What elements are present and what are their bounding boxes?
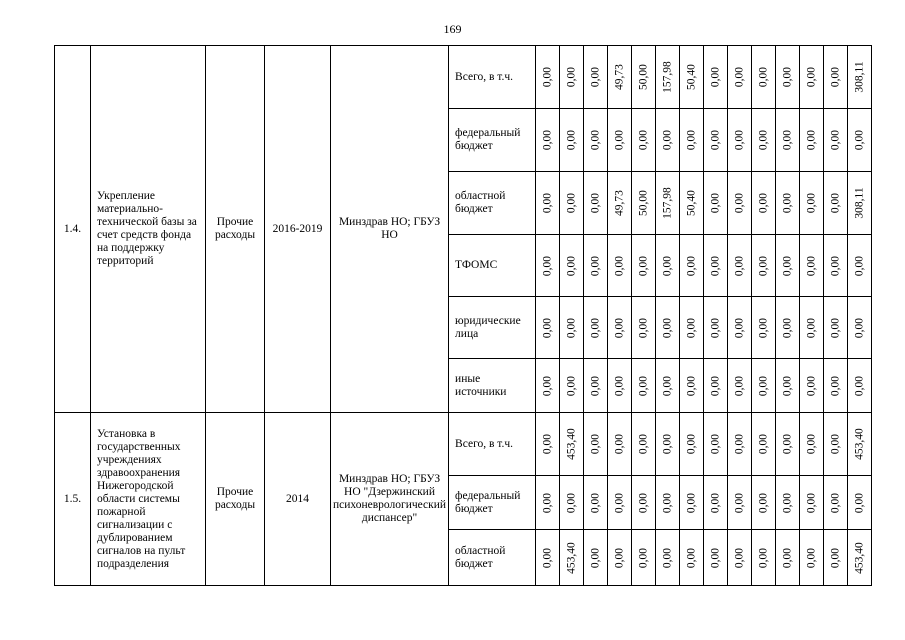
amount-value: 0,00 bbox=[565, 192, 578, 214]
amount-value: 0,00 bbox=[613, 375, 626, 396]
amount-cell bbox=[536, 297, 560, 359]
amount-cell bbox=[704, 46, 728, 109]
amount-value: 157,98 bbox=[661, 187, 674, 219]
funding-source: областной бюджет bbox=[449, 172, 536, 235]
amount-value: 0,00 bbox=[781, 255, 794, 276]
amount-cell bbox=[608, 235, 632, 297]
amount-cell bbox=[824, 530, 848, 586]
amount-value: 0,00 bbox=[589, 66, 602, 88]
amount-cell bbox=[848, 46, 872, 109]
amount-value: 0,00 bbox=[853, 375, 866, 396]
amount-cell bbox=[536, 359, 560, 413]
amount-cell bbox=[800, 235, 824, 297]
amount-value: 0,00 bbox=[805, 375, 818, 396]
item-number: 1.5. bbox=[55, 413, 91, 586]
amount-cell bbox=[776, 530, 800, 586]
amount-cell bbox=[704, 235, 728, 297]
amount-cell bbox=[824, 235, 848, 297]
amount-cell bbox=[824, 297, 848, 359]
amount-cell bbox=[584, 46, 608, 109]
amount-cell bbox=[752, 46, 776, 109]
amount-cell bbox=[656, 46, 680, 109]
amount-value: 50,40 bbox=[685, 190, 698, 216]
amount-cell bbox=[632, 235, 656, 297]
amount-value: 0,00 bbox=[709, 547, 722, 568]
funding-source: федеральный бюджет bbox=[449, 476, 536, 530]
amount-cell bbox=[656, 235, 680, 297]
amount-cell bbox=[848, 413, 872, 476]
amount-value: 0,00 bbox=[565, 66, 578, 88]
amount-value: 0,00 bbox=[589, 492, 602, 513]
amount-cell bbox=[584, 172, 608, 235]
amount-value: 0,00 bbox=[613, 547, 626, 568]
amount-cell bbox=[656, 109, 680, 172]
amount-value: 0,00 bbox=[541, 317, 554, 338]
amount-cell bbox=[752, 530, 776, 586]
amount-value: 0,00 bbox=[829, 375, 842, 396]
amount-value: 0,00 bbox=[781, 129, 794, 151]
amount-value: 0,00 bbox=[829, 433, 842, 455]
expense-type: Прочие расходы bbox=[206, 413, 265, 586]
amount-value: 0,00 bbox=[709, 129, 722, 151]
amount-cell bbox=[608, 359, 632, 413]
amount-cell bbox=[800, 359, 824, 413]
amount-value: 0,00 bbox=[829, 547, 842, 568]
amount-cell bbox=[536, 413, 560, 476]
amount-cell bbox=[704, 172, 728, 235]
amount-value: 0,00 bbox=[589, 375, 602, 396]
amount-value: 0,00 bbox=[685, 255, 698, 276]
amount-value: 49,73 bbox=[613, 190, 626, 216]
amount-value: 0,00 bbox=[733, 66, 746, 88]
amount-value: 0,00 bbox=[853, 129, 866, 151]
amount-cell bbox=[824, 109, 848, 172]
amount-cell bbox=[584, 530, 608, 586]
amount-value: 0,00 bbox=[805, 66, 818, 88]
amount-value: 0,00 bbox=[661, 317, 674, 338]
amount-value: 0,00 bbox=[733, 375, 746, 396]
amount-cell bbox=[728, 530, 752, 586]
amount-value: 0,00 bbox=[637, 547, 650, 568]
amount-cell bbox=[728, 172, 752, 235]
amount-value: 453,40 bbox=[565, 428, 578, 460]
amount-cell bbox=[824, 359, 848, 413]
amount-value: 0,00 bbox=[637, 255, 650, 276]
amount-cell bbox=[728, 476, 752, 530]
amount-value: 0,00 bbox=[757, 129, 770, 151]
amount-value: 0,00 bbox=[829, 192, 842, 214]
amount-cell bbox=[560, 109, 584, 172]
amount-value: 0,00 bbox=[853, 317, 866, 338]
amount-value: 0,00 bbox=[805, 492, 818, 513]
amount-cell bbox=[584, 297, 608, 359]
amount-value: 0,00 bbox=[829, 129, 842, 151]
amount-value: 0,00 bbox=[565, 129, 578, 151]
amount-value: 0,00 bbox=[805, 433, 818, 455]
amount-cell bbox=[536, 46, 560, 109]
amount-value: 0,00 bbox=[589, 547, 602, 568]
amount-value: 0,00 bbox=[781, 192, 794, 214]
amount-cell bbox=[680, 235, 704, 297]
amount-cell bbox=[560, 235, 584, 297]
amount-value: 0,00 bbox=[733, 547, 746, 568]
amount-cell bbox=[680, 297, 704, 359]
amount-value: 0,00 bbox=[541, 255, 554, 276]
amount-value: 50,40 bbox=[685, 64, 698, 90]
amount-value: 0,00 bbox=[637, 433, 650, 455]
amount-value: 0,00 bbox=[757, 317, 770, 338]
amount-cell bbox=[752, 476, 776, 530]
amount-value: 0,00 bbox=[661, 375, 674, 396]
amount-value: 157,98 bbox=[661, 61, 674, 93]
amount-value: 0,00 bbox=[829, 492, 842, 513]
amount-cell bbox=[680, 413, 704, 476]
amount-cell bbox=[704, 530, 728, 586]
item-number: 1.4. bbox=[55, 46, 91, 413]
amount-value: 0,00 bbox=[541, 492, 554, 513]
amount-cell bbox=[824, 476, 848, 530]
amount-value: 0,00 bbox=[781, 375, 794, 396]
amount-value: 0,00 bbox=[709, 317, 722, 338]
funding-source: ТФОМС bbox=[449, 235, 536, 297]
amount-value: 0,00 bbox=[829, 317, 842, 338]
amount-value: 0,00 bbox=[781, 492, 794, 513]
amount-value: 0,00 bbox=[781, 317, 794, 338]
amount-value: 0,00 bbox=[565, 317, 578, 338]
amount-cell bbox=[776, 297, 800, 359]
amount-cell bbox=[728, 359, 752, 413]
amount-value: 0,00 bbox=[589, 192, 602, 214]
amount-cell bbox=[656, 413, 680, 476]
funding-source: юридические лица bbox=[449, 297, 536, 359]
amount-value: 0,00 bbox=[637, 492, 650, 513]
amount-cell bbox=[680, 109, 704, 172]
amount-cell bbox=[608, 109, 632, 172]
amount-value: 0,00 bbox=[661, 255, 674, 276]
amount-value: 453,40 bbox=[853, 541, 866, 574]
amount-cell bbox=[608, 46, 632, 109]
amount-cell bbox=[800, 476, 824, 530]
funding-source: Всего, в т.ч. bbox=[449, 46, 536, 109]
amount-cell bbox=[776, 46, 800, 109]
amount-cell bbox=[800, 172, 824, 235]
amount-value: 0,00 bbox=[541, 129, 554, 151]
item-years: 2016-2019 bbox=[265, 46, 331, 413]
amount-cell bbox=[728, 235, 752, 297]
amount-value: 0,00 bbox=[541, 433, 554, 455]
table-row bbox=[55, 46, 872, 109]
amount-cell bbox=[632, 172, 656, 235]
amount-value: 0,00 bbox=[637, 129, 650, 151]
amount-value: 0,00 bbox=[733, 433, 746, 455]
amount-cell bbox=[608, 172, 632, 235]
amount-cell bbox=[536, 235, 560, 297]
amount-value: 0,00 bbox=[565, 492, 578, 513]
amount-cell bbox=[536, 476, 560, 530]
amount-cell bbox=[584, 109, 608, 172]
amount-value: 0,00 bbox=[685, 492, 698, 513]
amount-value: 0,00 bbox=[661, 129, 674, 151]
amount-cell bbox=[752, 109, 776, 172]
funding-source: иные источники bbox=[449, 359, 536, 413]
amount-cell bbox=[632, 530, 656, 586]
amount-cell bbox=[560, 530, 584, 586]
amount-value: 0,00 bbox=[709, 66, 722, 88]
amount-value: 0,00 bbox=[709, 192, 722, 214]
amount-value: 0,00 bbox=[709, 255, 722, 276]
amount-cell bbox=[824, 46, 848, 109]
amount-cell bbox=[728, 46, 752, 109]
amount-value: 0,00 bbox=[613, 255, 626, 276]
amount-value: 0,00 bbox=[613, 433, 626, 455]
amount-value: 0,00 bbox=[733, 255, 746, 276]
amount-cell bbox=[560, 172, 584, 235]
amount-value: 0,00 bbox=[781, 66, 794, 88]
amount-value: 0,00 bbox=[685, 375, 698, 396]
amount-cell bbox=[632, 109, 656, 172]
amount-value: 0,00 bbox=[589, 433, 602, 455]
amount-value: 49,73 bbox=[613, 64, 626, 90]
amount-value: 0,00 bbox=[637, 317, 650, 338]
amount-value: 0,00 bbox=[829, 255, 842, 276]
amount-value: 0,00 bbox=[685, 433, 698, 455]
amount-cell bbox=[704, 109, 728, 172]
amount-cell bbox=[536, 109, 560, 172]
amount-value: 0,00 bbox=[733, 129, 746, 151]
amount-cell bbox=[656, 530, 680, 586]
amount-cell bbox=[848, 109, 872, 172]
amount-cell bbox=[848, 476, 872, 530]
item-years: 2014 bbox=[265, 413, 331, 586]
amount-value: 0,00 bbox=[757, 492, 770, 513]
executor: Минздрав НО; ГБУЗ НО "Дзержинский психоневрологический диспансер" bbox=[331, 413, 449, 586]
amount-cell bbox=[656, 476, 680, 530]
amount-value: 0,00 bbox=[805, 317, 818, 338]
amount-value: 0,00 bbox=[661, 492, 674, 513]
funding-source: Всего, в т.ч. bbox=[449, 413, 536, 476]
amount-cell bbox=[728, 297, 752, 359]
amount-value: 0,00 bbox=[757, 547, 770, 568]
amount-value: 0,00 bbox=[805, 192, 818, 214]
amount-cell bbox=[752, 359, 776, 413]
amount-value: 0,00 bbox=[805, 547, 818, 568]
amount-cell bbox=[800, 109, 824, 172]
amount-value: 0,00 bbox=[589, 129, 602, 151]
funding-source: федеральный бюджет bbox=[449, 109, 536, 172]
amount-cell bbox=[728, 109, 752, 172]
amount-cell bbox=[704, 297, 728, 359]
amount-value: 0,00 bbox=[565, 375, 578, 396]
amount-cell bbox=[680, 476, 704, 530]
amount-value: 0,00 bbox=[613, 129, 626, 151]
amount-value: 0,00 bbox=[709, 375, 722, 396]
amount-cell bbox=[560, 476, 584, 530]
amount-cell bbox=[584, 413, 608, 476]
amount-value: 0,00 bbox=[853, 255, 866, 276]
amount-value: 0,00 bbox=[685, 547, 698, 568]
amount-cell bbox=[536, 172, 560, 235]
amount-value: 0,00 bbox=[733, 192, 746, 214]
amount-cell bbox=[800, 297, 824, 359]
amount-cell bbox=[656, 172, 680, 235]
amount-cell bbox=[800, 530, 824, 586]
amount-value: 0,00 bbox=[541, 375, 554, 396]
amount-cell bbox=[560, 413, 584, 476]
amount-cell bbox=[752, 297, 776, 359]
amount-value: 0,00 bbox=[613, 317, 626, 338]
amount-cell bbox=[776, 359, 800, 413]
amount-value: 0,00 bbox=[757, 192, 770, 214]
amount-cell bbox=[800, 413, 824, 476]
amount-cell bbox=[776, 109, 800, 172]
amount-cell bbox=[800, 46, 824, 109]
amount-value: 0,00 bbox=[709, 433, 722, 455]
amount-cell bbox=[848, 172, 872, 235]
amount-value: 453,40 bbox=[853, 428, 866, 460]
amount-value: 0,00 bbox=[661, 433, 674, 455]
amount-cell bbox=[704, 359, 728, 413]
amount-cell bbox=[776, 235, 800, 297]
amount-cell bbox=[632, 297, 656, 359]
item-name: Укрепление материально-технической базы за счет средств фонда на поддержку территорий bbox=[91, 46, 206, 413]
amount-value: 0,00 bbox=[613, 492, 626, 513]
amount-cell bbox=[752, 413, 776, 476]
amount-cell bbox=[680, 530, 704, 586]
amount-cell bbox=[656, 297, 680, 359]
amount-cell bbox=[776, 413, 800, 476]
amount-value: 0,00 bbox=[685, 129, 698, 151]
amount-cell bbox=[608, 530, 632, 586]
amount-cell bbox=[560, 297, 584, 359]
amount-value: 0,00 bbox=[829, 66, 842, 88]
amount-cell bbox=[608, 413, 632, 476]
amount-value: 0,00 bbox=[541, 66, 554, 88]
expense-type: Прочие расходы bbox=[206, 46, 265, 413]
amount-value: 0,00 bbox=[757, 66, 770, 88]
amount-cell bbox=[680, 172, 704, 235]
amount-value: 0,00 bbox=[733, 492, 746, 513]
amount-value: 0,00 bbox=[661, 547, 674, 568]
amount-cell bbox=[728, 413, 752, 476]
amount-value: 0,00 bbox=[853, 492, 866, 513]
amount-value: 0,00 bbox=[805, 129, 818, 151]
amount-value: 0,00 bbox=[565, 255, 578, 276]
amount-cell bbox=[776, 172, 800, 235]
amount-cell bbox=[632, 413, 656, 476]
amount-cell bbox=[632, 46, 656, 109]
budget-table bbox=[54, 45, 872, 586]
amount-cell bbox=[824, 172, 848, 235]
amount-cell bbox=[848, 359, 872, 413]
amount-cell bbox=[704, 413, 728, 476]
amount-value: 0,00 bbox=[685, 317, 698, 338]
amount-value: 0,00 bbox=[541, 547, 554, 568]
amount-value: 0,00 bbox=[709, 492, 722, 513]
amount-value: 0,00 bbox=[541, 192, 554, 214]
amount-value: 0,00 bbox=[757, 433, 770, 455]
amount-cell bbox=[680, 46, 704, 109]
amount-cell bbox=[536, 530, 560, 586]
amount-cell bbox=[656, 359, 680, 413]
amount-value: 308,11 bbox=[853, 61, 866, 93]
executor: Минздрав НО; ГБУЗ НО bbox=[331, 46, 449, 413]
amount-cell bbox=[584, 235, 608, 297]
amount-cell bbox=[848, 297, 872, 359]
amount-cell bbox=[608, 476, 632, 530]
amount-value: 0,00 bbox=[781, 433, 794, 455]
amount-value: 0,00 bbox=[589, 255, 602, 276]
amount-cell bbox=[632, 359, 656, 413]
amount-value: 0,00 bbox=[733, 317, 746, 338]
amount-value: 0,00 bbox=[757, 255, 770, 276]
funding-source: областной бюджет bbox=[449, 530, 536, 586]
amount-cell bbox=[560, 46, 584, 109]
table-row bbox=[55, 413, 872, 476]
amount-cell bbox=[704, 476, 728, 530]
amount-cell bbox=[752, 172, 776, 235]
amount-value: 50,00 bbox=[637, 64, 650, 90]
amount-cell bbox=[752, 235, 776, 297]
amount-value: 453,40 bbox=[565, 541, 578, 574]
amount-cell bbox=[608, 297, 632, 359]
page-number: 169 bbox=[443, 22, 462, 36]
amount-value: 50,00 bbox=[637, 190, 650, 216]
amount-value: 0,00 bbox=[637, 375, 650, 396]
amount-value: 0,00 bbox=[781, 547, 794, 568]
amount-cell bbox=[776, 476, 800, 530]
amount-cell bbox=[680, 359, 704, 413]
amount-cell bbox=[632, 476, 656, 530]
amount-cell bbox=[824, 413, 848, 476]
amount-value: 0,00 bbox=[589, 317, 602, 338]
item-name: Установка в государственных учреждениях здравоохранения Нижегородской области системы пожарной сигнализации с дублированием сигналов на пульт подразделения bbox=[91, 413, 206, 586]
amount-cell bbox=[560, 359, 584, 413]
amount-cell bbox=[848, 530, 872, 586]
amount-value: 0,00 bbox=[805, 255, 818, 276]
amount-value: 0,00 bbox=[757, 375, 770, 396]
amount-cell bbox=[584, 359, 608, 413]
amount-value: 308,11 bbox=[853, 187, 866, 219]
amount-cell bbox=[848, 235, 872, 297]
amount-cell bbox=[584, 476, 608, 530]
